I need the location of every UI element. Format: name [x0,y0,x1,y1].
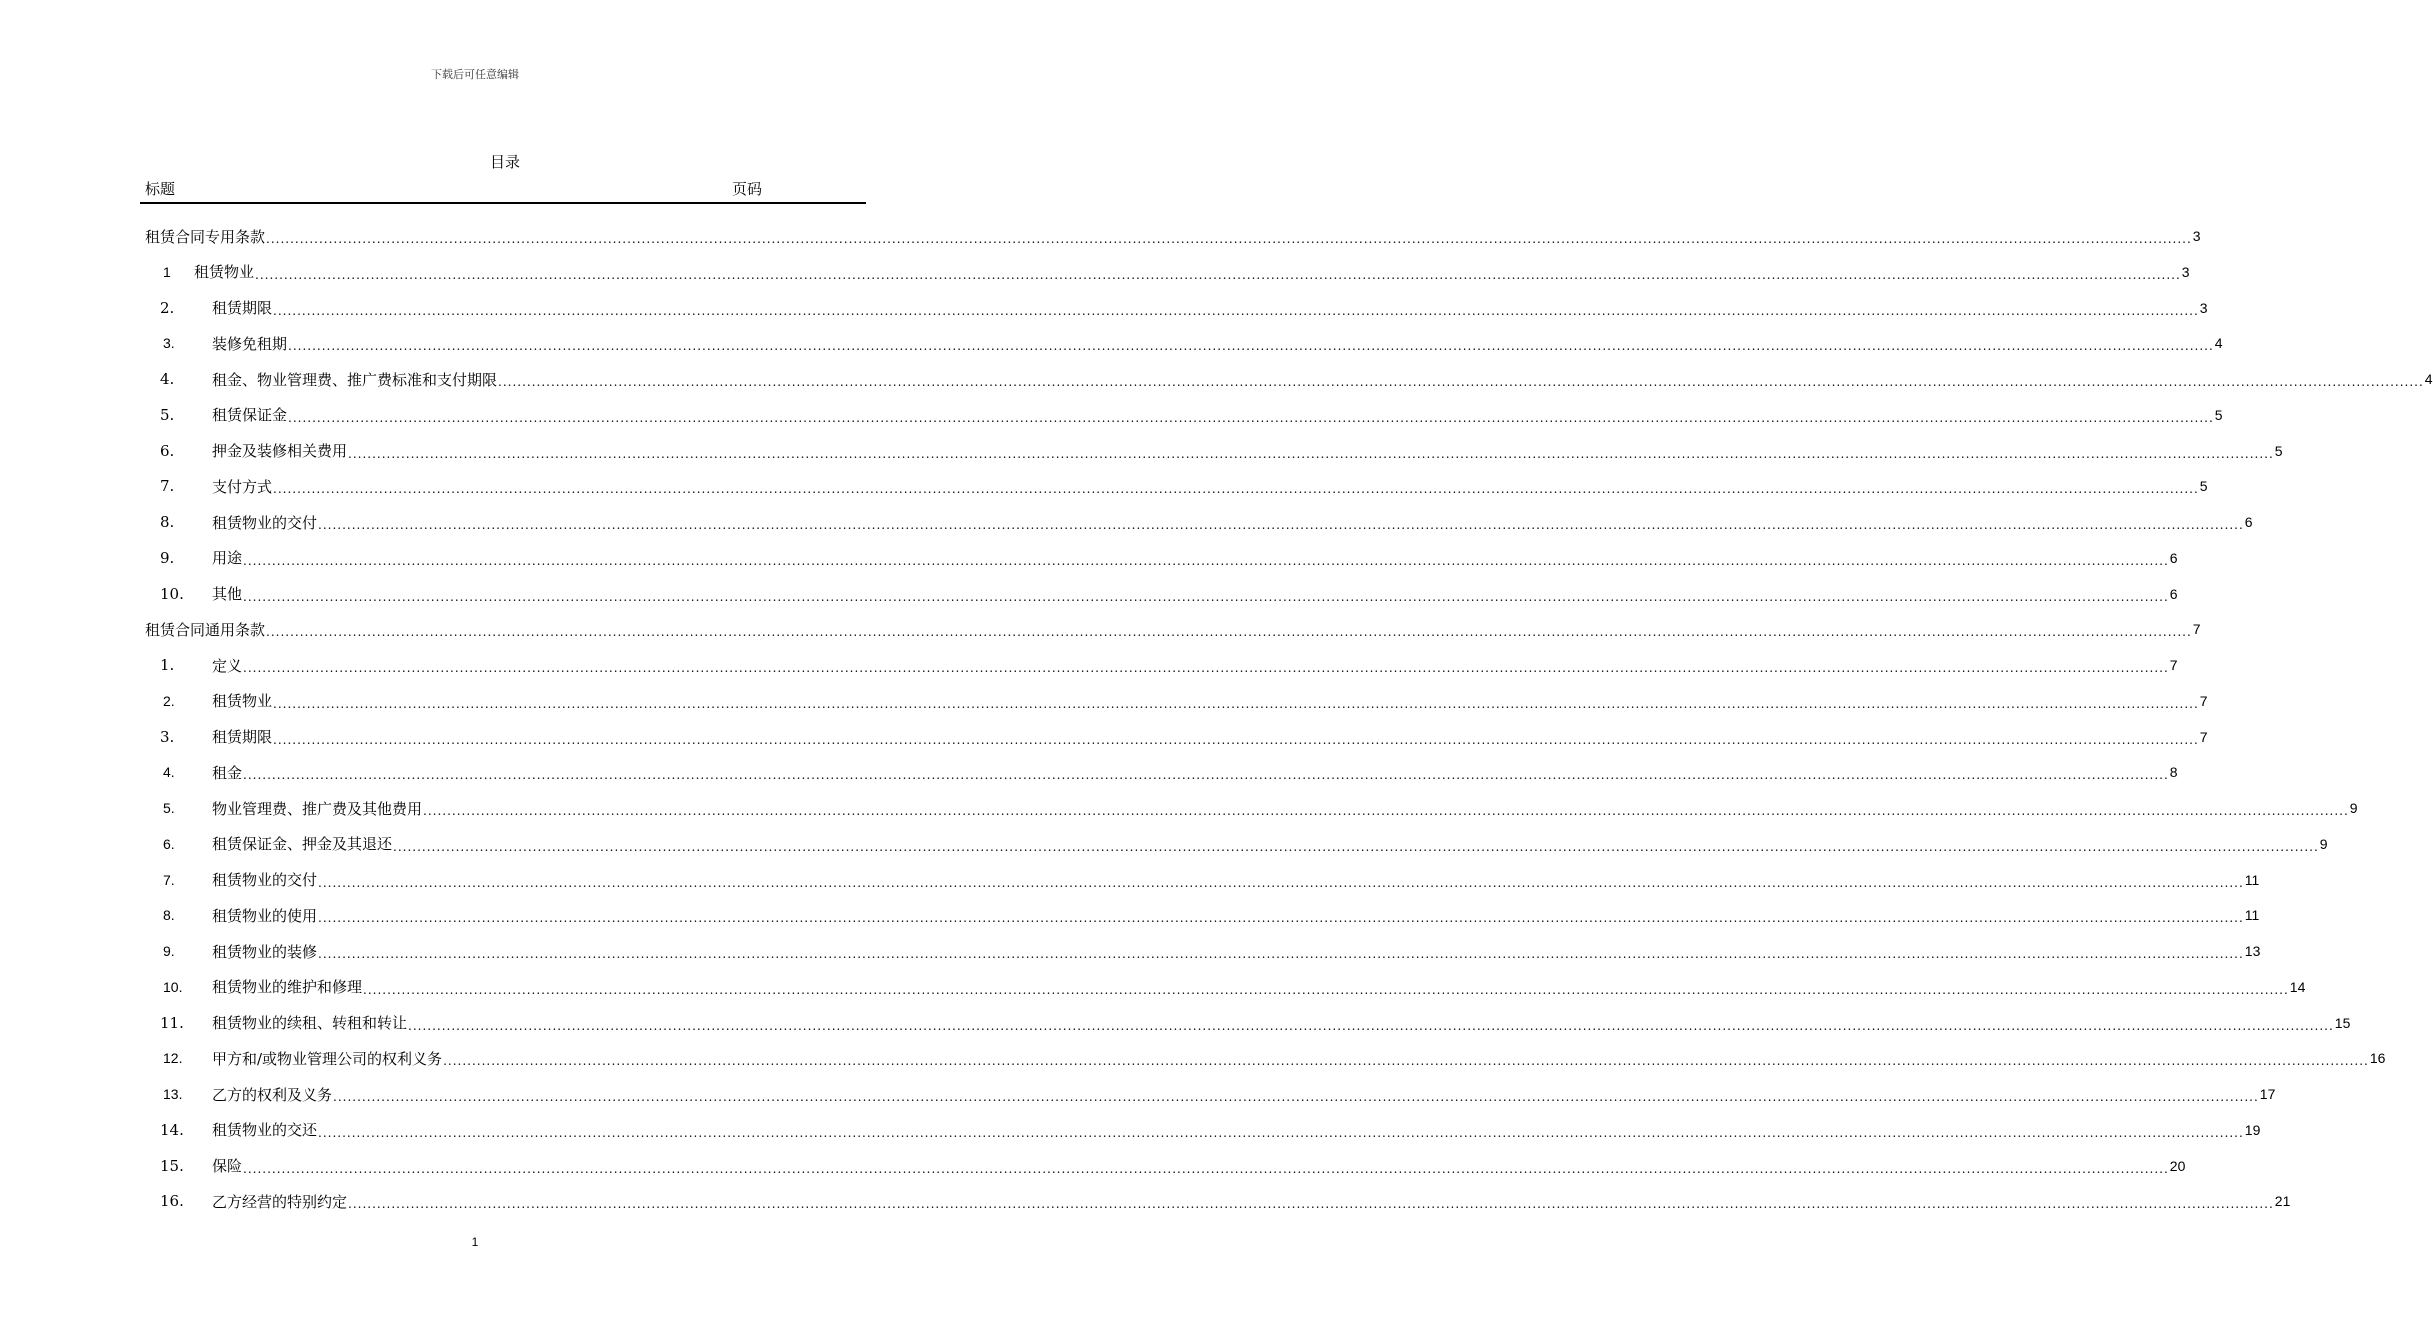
toc-entry-title: 租赁保证金、押金及其退还 [212,835,393,854]
toc-dot-leader: ................................................................................................................................................................................................................................................................................................................................................................................................................ [255,267,2181,282]
toc-entry[interactable] [160,719,2208,755]
toc-entry[interactable] [160,1076,2276,1112]
toc-entry-title: 支付方式 [212,477,273,496]
toc-entry[interactable] [160,1005,2351,1041]
toc-entry-title: 物业管理费、推广费及其他费用 [212,799,423,818]
toc-entry-page: 9 [2349,800,2358,816]
toc-entry[interactable] [160,1148,2186,1184]
toc-entry-number: 9. [160,548,175,567]
toc-dot-leader: ................................................................................................................................................................................................................................................................................................................................................................................................................ [393,839,2319,854]
toc-entry-title: 租赁物业的交付 [212,871,318,889]
toc-entry-page: 4 [2424,371,2433,387]
toc-entry-number: 8. [163,907,175,924]
toc-entry-title: 乙方经营的特别约定 [212,1192,348,1211]
toc-entry-number: 6. [160,441,175,460]
toc-entry-number: 9. [163,943,175,959]
toc-entry-page: 16 [2369,1050,2386,1067]
toc-entry-number: 16. [160,1192,184,1211]
toc-entry-page: 11 [2244,907,2260,924]
toc-title: 目录 [489,153,520,171]
toc-entry-number: 7. [160,477,175,496]
page-number: 1 [471,1235,479,1249]
toc-entry[interactable] [160,683,2208,719]
toc-dot-leader: ................................................................................................................................................................................................................................................................................................................................................................................................................ [318,875,2244,890]
toc-entry[interactable] [160,790,2358,826]
toc-entry[interactable] [160,540,2178,576]
toc-entry-page: 6 [2244,514,2253,530]
toc-entry[interactable] [160,325,2223,361]
toc-entry-title: 押金及装修相关费用 [212,442,348,460]
toc-dot-leader: ................................................................................................................................................................................................................................................................................................................................................................................................................ [288,410,2214,425]
toc-entry-number: 13. [163,1086,183,1102]
toc-entry[interactable] [160,754,2178,790]
toc-entry-number: 4. [160,370,175,388]
toc-entry[interactable] [160,1112,2261,1148]
toc-entry-number: 1 [163,263,171,280]
toc-dot-leader: ................................................................................................................................................................................................................................................................................................................................................................................................................ [318,911,2244,926]
toc-dot-leader: ................................................................................................................................................................................................................................................................................................................................................................................................................ [273,303,2199,318]
toc-header-divider [140,202,866,204]
toc-entry-title: 定义 [212,656,243,675]
toc-entry[interactable] [160,433,2283,469]
toc-entry-page: 7 [2199,692,2208,709]
toc-entry-title: 租金 [212,763,243,782]
toc-dot-leader: ................................................................................................................................................................................................................................................................................................................................................................................................................ [243,1161,2169,1176]
toc-entry-page: 11 [2244,871,2260,888]
toc-dot-leader: ................................................................................................................................................................................................................................................................................................................................................................................................................ [273,696,2199,711]
toc-entry-page: 14 [2289,978,2306,995]
toc-entry-page: 20 [2169,1157,2186,1174]
toc-entry-title: 租赁物业 [194,263,255,282]
toc-entry-number: 10. [160,584,184,603]
toc-entry[interactable] [160,1040,2386,1076]
toc-entry-title: 租赁物业的维护和修理 [212,978,363,997]
toc-dot-leader: ................................................................................................................................................................................................................................................................................................................................................................................................................ [348,446,2274,461]
toc-entry-title: 租赁期限 [212,728,273,746]
toc-entry[interactable] [160,254,2190,290]
toc-entry[interactable] [160,969,2306,1005]
toc-entry-title: 租赁物业 [212,692,273,711]
toc-dot-leader: ................................................................................................................................................................................................................................................................................................................................................................................................................ [363,982,2289,997]
toc-entry-page: 3 [2192,228,2201,244]
toc-entry[interactable] [160,647,2178,683]
toc-entry[interactable] [160,361,2433,397]
toc-entry-title: 租金、物业管理费、推广费标准和支付期限 [212,370,498,389]
toc-entry-number: 8. [160,513,175,531]
toc-dot-leader: ................................................................................................................................................................................................................................................................................................................................................................................................................ [498,375,2424,389]
toc-entry-number: 7. [163,871,175,888]
toc-entry-number: 5. [163,800,175,816]
toc-entry-title: 甲方和/或物业管理公司的权利义务 [212,1049,443,1068]
toc-entry-title: 乙方的权利及义务 [212,1085,333,1104]
toc-dot-leader: ................................................................................................................................................................................................................................................................................................................................................................................................................ [266,625,2192,640]
toc-entry-page: 7 [2192,621,2201,638]
toc-entry-page: 13 [2244,943,2261,959]
toc-entry-page: 5 [2214,406,2223,423]
toc-dot-leader: ................................................................................................................................................................................................................................................................................................................................................................................................................ [318,1125,2244,1140]
toc-entry-title: 租赁期限 [212,299,273,317]
toc-entry[interactable] [160,504,2253,540]
toc-column-title: 标题 [145,180,176,198]
toc-entry-page: 15 [2334,1014,2351,1031]
toc-entry-title: 租赁合同专用条款 [145,227,266,246]
toc-entry-number: 10. [163,978,183,995]
toc-entry-page: 6 [2169,549,2178,566]
toc-entry[interactable] [160,1183,2291,1219]
toc-entry-page: 21 [2274,1193,2291,1210]
toc-entry[interactable] [160,290,2208,326]
toc-entry[interactable] [145,218,2201,254]
toc-entry-number: 6. [163,835,175,852]
toc-entry-number: 4. [163,764,175,781]
toc-entry-title: 保险 [212,1157,243,1175]
toc-dot-leader: ................................................................................................................................................................................................................................................................................................................................................................................................................ [243,589,2169,604]
toc-dot-leader: ................................................................................................................................................................................................................................................................................................................................................................................................................ [333,1090,2259,1104]
toc-dot-leader: ................................................................................................................................................................................................................................................................................................................................................................................................................ [243,553,2169,568]
toc-entry-number: 15. [160,1156,184,1175]
toc-column-page: 页码 [732,180,763,198]
toc-entry-page: 9 [2319,835,2328,852]
toc-entry-number: 3. [163,335,175,352]
toc-entry-number: 11. [160,1013,184,1032]
toc-entry[interactable] [160,397,2223,433]
toc-entry-title: 租赁物业的装修 [212,942,318,961]
toc-entry[interactable] [160,826,2328,862]
toc-dot-leader: ................................................................................................................................................................................................................................................................................................................................................................................................................ [348,1197,2274,1212]
toc-entry-title: 租赁物业的交还 [212,1121,318,1140]
page-header: 下载后可任意编辑 [431,68,519,81]
toc-entry-page: 5 [2274,442,2283,459]
toc-entry-title: 租赁物业的交付 [212,513,318,532]
toc-entry[interactable] [160,468,2208,504]
toc-entry[interactable] [145,611,2201,647]
toc-entry-number: 14. [160,1120,184,1139]
toc-dot-leader: ................................................................................................................................................................................................................................................................................................................................................................................................................ [273,732,2199,747]
toc-dot-leader: ................................................................................................................................................................................................................................................................................................................................................................................................................ [288,339,2214,354]
toc-entry-title: 租赁物业的使用 [212,906,318,925]
toc-dot-leader: ................................................................................................................................................................................................................................................................................................................................................................................................................ [243,661,2169,675]
toc-dot-leader: ................................................................................................................................................................................................................................................................................................................................................................................................................ [318,947,2244,961]
toc-entry-page: 7 [2169,657,2178,673]
toc-entry-title: 租赁物业的续租、转租和转让 [212,1014,408,1032]
toc-entry[interactable] [160,897,2260,933]
toc-entry-title: 其他 [212,585,243,603]
toc-entry-title: 装修免租期 [212,334,288,353]
toc-entry-number: 1. [160,656,175,674]
toc-entry-number: 5. [160,405,175,424]
toc-entry-page: 19 [2244,1121,2261,1138]
toc-entry-page: 3 [2199,299,2208,316]
toc-entry-title: 用途 [212,549,243,568]
toc-entry-page: 3 [2181,263,2190,280]
toc-entry-page: 4 [2214,335,2223,352]
toc-entry-page: 8 [2169,764,2178,781]
toc-dot-leader: ................................................................................................................................................................................................................................................................................................................................................................................................................ [408,1018,2334,1033]
toc-entry-title: 租赁保证金 [212,406,288,425]
toc-dot-leader: ................................................................................................................................................................................................................................................................................................................................................................................................................ [266,232,2192,246]
toc-dot-leader: ................................................................................................................................................................................................................................................................................................................................................................................................................ [273,482,2199,497]
toc-dot-leader: ................................................................................................................................................................................................................................................................................................................................................................................................................ [318,518,2244,532]
toc-dot-leader: ................................................................................................................................................................................................................................................................................................................................................................................................................ [423,804,2349,818]
toc-entry-page: 7 [2199,728,2208,745]
toc-entry[interactable] [160,576,2178,612]
toc-dot-leader: ................................................................................................................................................................................................................................................................................................................................................................................................................ [243,768,2169,783]
toc-entry-number: 2. [160,298,175,317]
toc-entry-number: 2. [163,692,175,709]
toc-entry[interactable] [160,862,2260,898]
toc-entry-page: 5 [2199,478,2208,495]
toc-entry-title: 租赁合同通用条款 [145,620,266,639]
toc-entry-page: 6 [2169,585,2178,602]
toc-entry-page: 17 [2259,1086,2276,1102]
toc-dot-leader: ................................................................................................................................................................................................................................................................................................................................................................................................................ [443,1054,2369,1069]
toc-entry-number: 3. [160,727,175,746]
toc-entry[interactable] [160,933,2261,969]
toc-entry-number: 12. [163,1050,183,1067]
